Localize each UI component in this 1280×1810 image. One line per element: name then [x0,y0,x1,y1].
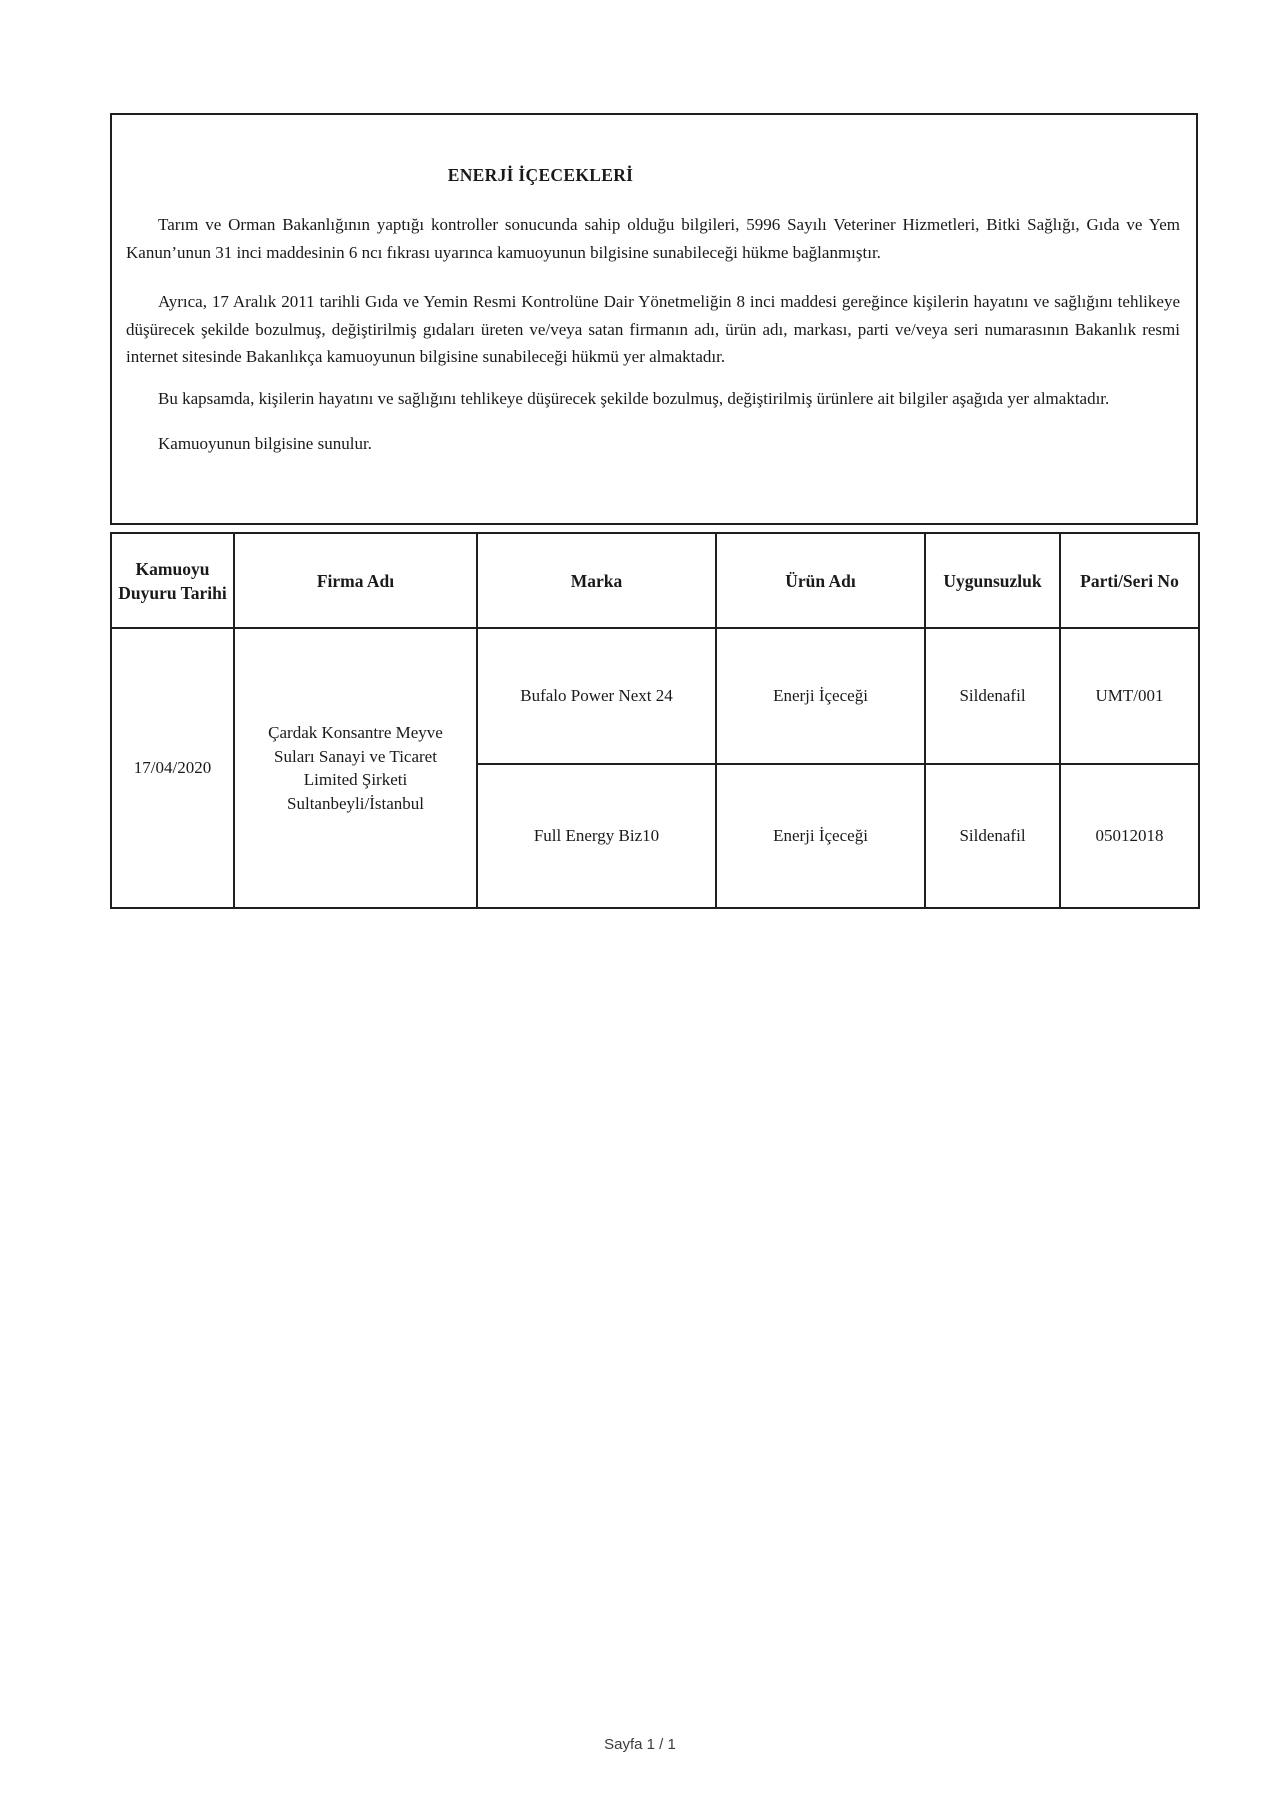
paragraph-regulation: Ayrıca, 17 Aralık 2011 tarihli Gıda ve Yemin Resmi Kontrolüne Dair Yönetmeliğin 8 inci maddesi gereğince kişilerin hayatını ve sağlığını tehlikeye düşürecek şekilde bozulmuş, değiştirilmiş gıdaları üreten ve/veya satan firmanın adı, ürün adı, markası, parti ve/veya seri numarasının Bakanlık resmi internet sitesinde Bakanlıkça kamuoyunun bilgisine sunabileceği hükmü yer almaktadır. [126,292,1180,366]
col-header-urun-adi: Ürün Adı [716,533,925,628]
col-header-parti-seri-no: Parti/Seri No [1060,533,1199,628]
noncompliant-products-table [110,532,1200,909]
document-title: ENERJİ İÇECEKLERİ [447,165,634,185]
paragraph-public-notice: Kamuoyunun bilgisine sunulur. [158,434,372,453]
cell-product-name: Enerji İçeceği [716,764,925,908]
firm-name-line: Limited Şirketi [303,770,408,789]
col-header-uygunsuzluk: Uygunsuzluk [925,533,1060,628]
col-header-duyuru-tarihi: Kamuoyu Duyuru Tarihi [111,533,234,628]
cell-product-name: Enerji İçeceği [716,628,925,764]
cell-noncompliance: Sildenafil [925,628,1060,764]
table-header-row [111,533,1199,628]
col-header-firma-adi: Firma Adı [234,533,477,628]
cell-batch-serial: UMT/001 [1060,628,1199,764]
cell-brand: Full Energy Biz10 [477,764,716,908]
cell-brand: Bufalo Power Next 24 [477,628,716,764]
page-number-label: Sayfa 1 / 1 [604,1736,676,1753]
paragraph-scope: Bu kapsamda, kişilerin hayatını ve sağlığını tehlikeye düşürecek şekilde bozulmuş, değiştirilmiş ürünlere ait bilgiler aşağıda yer almaktadır. [158,388,1110,408]
firm-name-line: Suları Sanayi ve Ticaret [274,746,437,766]
cell-announcement-date: 17/04/2020 [111,628,234,908]
paragraph-legal-basis: Tarım ve Orman Bakanlığının yaptığı kontroller sonucunda sahip olduğu bilgileri, 5996 Sayılı Veteriner Hizmetleri, Bitki Sağlığı, Gıda ve Yem Kanun’unun 31 inci maddesinin 6 ncı fıkrası uyarınca kamuoyunun bilgisine sunabileceği hükme bağlanmıştır. [126,215,1180,262]
firm-name-line: Sultanbeyli/İstanbul [287,793,424,813]
col-header-marka: Marka [477,533,716,628]
table-row [111,628,1199,764]
announcement-text-box [110,113,1198,525]
cell-firm-name [234,628,477,908]
cell-noncompliance: Sildenafil [925,764,1060,908]
cell-batch-serial: 05012018 [1060,764,1199,908]
firm-name-line: Çardak Konsantre Meyve [268,723,443,742]
